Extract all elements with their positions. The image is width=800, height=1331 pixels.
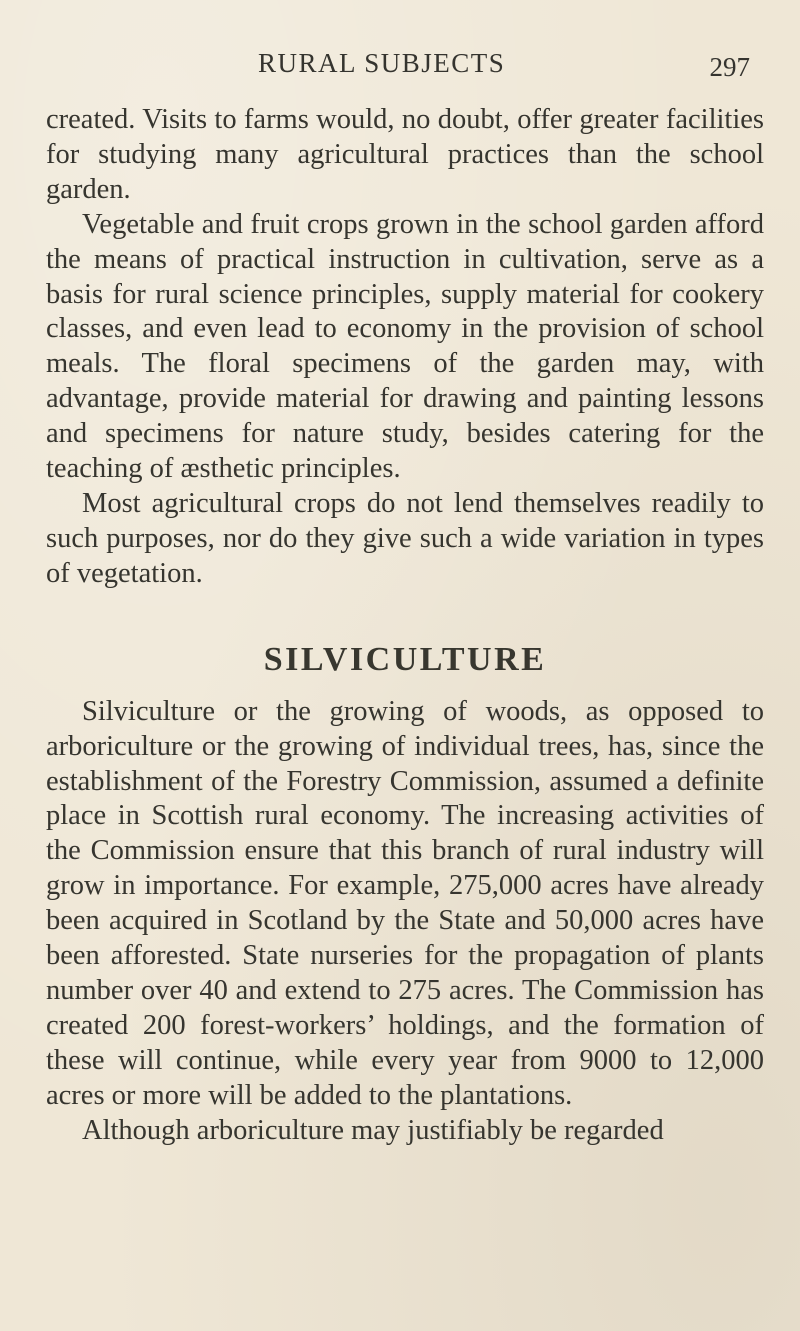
- paragraph-vegetable-crops: Vegetable and fruit crops grown in the school garden afford the means of practical instruction in cultivation, serve as a basis for rural science principles, supply material for cookery classes, and even lead to economy in the provision of school meals. The floral specimens of the garden may, with advantage, provide material for drawing and painting lessons and specimens for nature study, besides catering for the teaching of æsthetic principles.: [46, 208, 764, 485]
- body-text: [46, 103, 764, 1148]
- paragraph-continued: created. Visits to farms would, no doubt, offer greater facilities for studying many agricultural practices than the school garden.: [46, 104, 764, 205]
- paragraph-silviculture: Silviculture or the growing of woods, as opposed to arboriculture or the growing of individual trees, has, since the establishment of the Forestry Commission, assumed a definite place in Scottish rural economy. The increasing activities of the Commission ensure that this branch of rural industry will grow in importance. For example, 275,000 acres have already been acquired in Scotland by the State and 50,000 acres have been afforested. State nurseries for the propagation of plants number over 40 and extend to 275 acres. The Commission has created 200 forest-workers’ holdings, and the formation of these will continue, while every year from 9000 to 12,000 acres or more will be added to the plantations.: [46, 695, 764, 1111]
- section-heading: SILVICULTURE: [263, 640, 547, 678]
- running-head-title: RURAL SUBJECTS: [258, 48, 506, 78]
- paragraph-arboriculture: Although arboriculture may justifiably be regarded: [82, 1114, 664, 1146]
- page-number: 297: [709, 52, 750, 82]
- paragraph-agricultural-crops: Most agricultural crops do not lend themselves readily to such purposes, nor do they give such a wide variation in types of vegetation.: [46, 487, 764, 589]
